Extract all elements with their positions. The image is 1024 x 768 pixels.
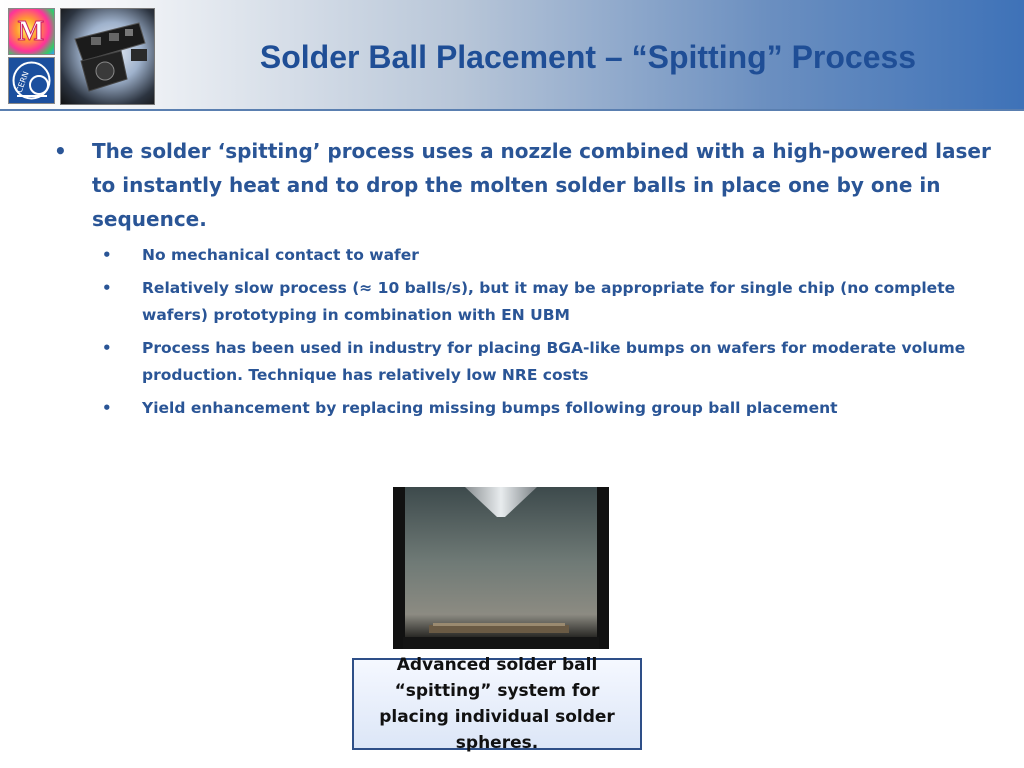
slide-content xyxy=(50,134,1015,428)
detector-photo xyxy=(60,8,155,105)
nozzle-photo xyxy=(393,487,609,649)
sub-bullet xyxy=(102,242,1015,269)
m-logo xyxy=(8,8,55,55)
sub-bullet-text: Yield enhancement by replacing missing bumps following group ball placement xyxy=(142,399,838,417)
bullet-marker: • xyxy=(54,139,67,163)
nozzle-photo-graphic xyxy=(393,487,609,649)
cern-logo-graphic xyxy=(9,58,54,103)
m-logo-letter: M xyxy=(17,16,45,47)
bullet-marker: • xyxy=(102,279,112,297)
detector-photo-graphic xyxy=(61,9,154,104)
slide-title: Solder Ball Placement – “Spitting” Process xyxy=(259,39,917,75)
sub-bullet-text: Relatively slow process (≈ 10 balls/s), but it may be appropriate for single chip (no complete wafers) prototyping in combination with EN UBM xyxy=(142,279,956,324)
main-bullet xyxy=(50,134,1015,236)
cern-logo-text: CERN xyxy=(14,70,31,95)
sub-bullet xyxy=(102,395,1015,422)
bullet-marker: • xyxy=(102,339,112,357)
sub-bullet-text: Process has been used in industry for placing BGA-like bumps on wafers for moderate volume production. Technique has relatively low NRE costs xyxy=(142,339,966,384)
bullet-marker: • xyxy=(102,246,112,264)
sub-bullet xyxy=(102,335,1015,389)
photo-caption: Advanced solder ball “spitting” system for placing individual solder spheres. xyxy=(352,658,642,750)
sub-bullet xyxy=(102,275,1015,329)
sub-bullet-text: No mechanical contact to wafer xyxy=(142,246,419,264)
m-logo-graphic xyxy=(9,9,54,54)
main-bullet-text: The solder ‘spitting’ process uses a nozzle combined with a high-powered laser to instantly heat and to drop the molten solder balls in place one by one in sequence. xyxy=(92,139,991,231)
cern-logo xyxy=(8,57,55,104)
sub-bullet-list xyxy=(50,242,1015,422)
bullet-marker: • xyxy=(102,399,112,417)
header-divider xyxy=(0,109,1024,111)
